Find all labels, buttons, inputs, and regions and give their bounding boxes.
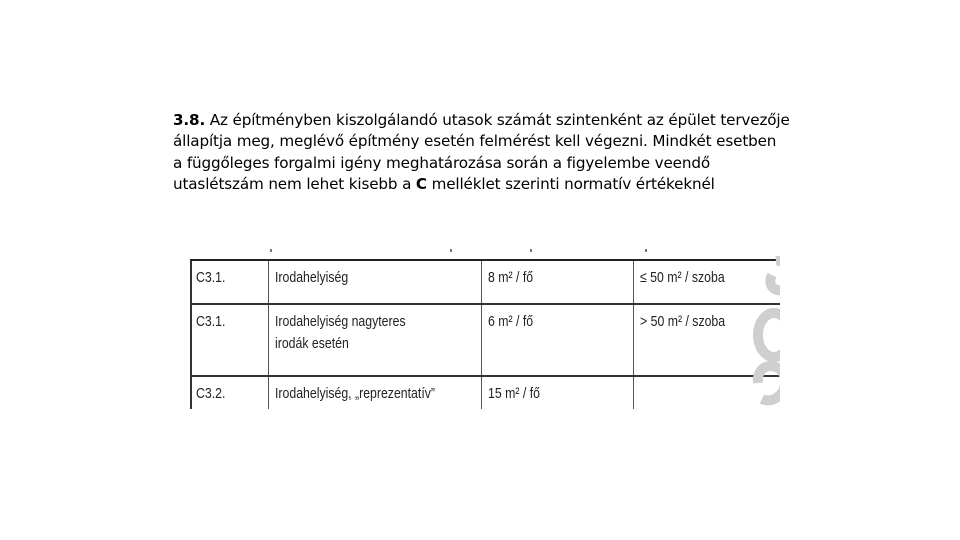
cell-condition: ≤ 50 m² / szoba [634,260,780,304]
standards-table [190,259,780,409]
cell-name: Irodahelyiség [268,260,481,304]
table-top-edge [190,243,780,257]
section-number: 3.8. [173,111,206,129]
cell-ratio: 8 m² / fő [481,260,633,304]
cropped-mark [645,249,647,252]
cropped-mark [450,249,452,252]
cropped-mark [270,249,272,252]
cropped-mark [530,249,532,252]
cell-name: Irodahelyiség, „reprezentatív” [268,376,481,409]
cell-condition [634,376,780,409]
paragraph-line-1: 3.8. Az építményben kiszolgálandó utasok számát szintenként az épület tervezője [173,111,790,129]
paragraph-line-3: a függőleges forgalmi igény meghatározása során a figyelembe veendő [173,153,710,172]
regulation-paragraph [173,110,793,195]
cell-code: C3.1. [190,260,268,304]
annex-letter: C [415,174,427,193]
cell-ratio: 6 m² / fő [481,304,633,376]
standards-table-image [190,243,780,409]
table-row [190,260,780,304]
table-row [190,376,780,409]
cell-name: Irodahelyiség nagyteres irodák esetén [268,304,481,376]
cell-condition: > 50 m² / szoba [634,304,780,376]
cell-code: C3.2. [190,376,268,409]
table-row [190,304,780,376]
paragraph-line-2: állapítja meg, meglévő építmény esetén felmérést kell végezni. Mindkét esetben [173,132,777,151]
cell-code: C3.1. [190,304,268,376]
cell-ratio: 15 m² / fő [481,376,633,409]
paragraph-line-4: utaslétszám nem lehet kisebb a C melléklet szerinti normatív értékeknél [173,174,715,193]
